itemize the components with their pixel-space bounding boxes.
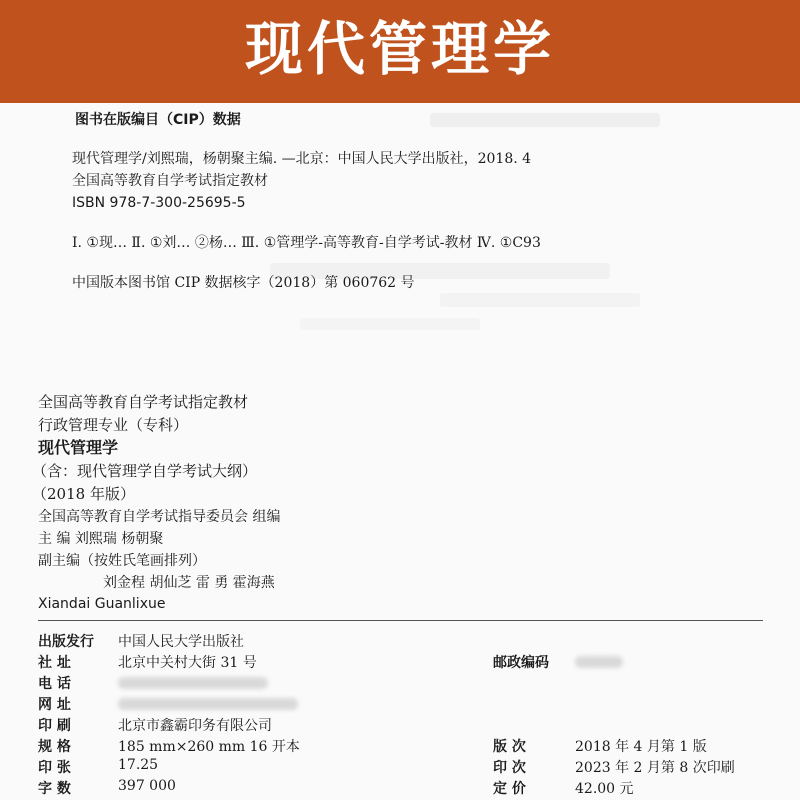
printer-label: 印 刷 [38, 718, 71, 734]
price-value: 42.00 元 [575, 781, 634, 797]
sheets-label: 印 张 [38, 760, 71, 776]
book-editors: 主 编 刘熙瑞 杨朝聚 [38, 531, 164, 547]
imprint-top-rule [38, 620, 763, 621]
printing-label: 印 次 [493, 760, 526, 776]
website-label: 网 址 [38, 697, 71, 713]
edition-label: 版 次 [493, 739, 526, 755]
cip-heading: 图书在版编目（CIP）数据 [75, 112, 241, 128]
postcode-label: 邮政编码 [493, 655, 549, 671]
book-series: 全国高等教育自学考试指定教材 [38, 393, 249, 411]
show-through-4 [300, 318, 480, 330]
book-title: 现代管理学 [38, 438, 119, 457]
book-major: 行政管理专业（专科） [38, 416, 189, 434]
cip-classification: Ⅰ. ①现… Ⅱ. ①刘… ②杨… Ⅲ. ①管理学-高等教育-自学考试-教材 Ⅳ. ①C93 [72, 235, 541, 251]
cip-line-1: 现代管理学/刘熙瑞，杨朝聚主编. —北京：中国人民大学出版社，2018. 4 [72, 151, 532, 167]
book-edition: （2018 年版） [32, 485, 135, 503]
edition-value: 2018 年 4 月第 1 版 [575, 739, 707, 755]
banner-title: 现代管理学 [244, 15, 555, 83]
website-redacted [118, 698, 298, 710]
cip-line-2: 全国高等教育自学考试指定教材 [72, 173, 268, 189]
publisher-label: 出版发行 [38, 634, 94, 650]
book-includes: （含：现代管理学自学考试大纲） [32, 462, 258, 480]
book-organizer: 全国高等教育自学考试指导委员会 组编 [38, 509, 281, 525]
size-value: 185 mm×260 mm 16 开本 [118, 739, 300, 755]
sheets-value: 17.25 [118, 757, 159, 773]
cip-isbn: ISBN 978-7-300-25695-5 [72, 195, 246, 211]
phone-label: 电 话 [38, 676, 71, 692]
show-through-1 [430, 113, 660, 127]
words-label: 字 数 [38, 781, 71, 797]
price-label: 定 价 [493, 781, 526, 797]
book-deputy-names: 刘金程 胡仙芝 雷 勇 霍海燕 [103, 575, 275, 591]
address-label: 社 址 [38, 655, 71, 671]
publisher-value: 中国人民大学出版社 [118, 634, 244, 650]
address-value: 北京中关村大街 31 号 [118, 655, 257, 671]
printer-value: 北京市鑫霸印务有限公司 [118, 718, 272, 734]
size-label: 规 格 [38, 739, 71, 755]
cip-number: 中国版本图书馆 CIP 数据核字（2018）第 060762 号 [72, 275, 415, 291]
book-deputy-label: 副主编（按姓氏笔画排列） [38, 553, 206, 569]
book-pinyin: Xiandai Guanlixue [38, 596, 166, 612]
title-banner [0, 0, 800, 103]
phone-redacted [118, 677, 268, 689]
copyright-page [0, 103, 800, 800]
show-through-3 [440, 293, 640, 307]
words-value: 397 000 [118, 778, 176, 794]
printing-value: 2023 年 2 月第 8 次印刷 [575, 760, 735, 776]
postcode-redacted [575, 656, 623, 668]
